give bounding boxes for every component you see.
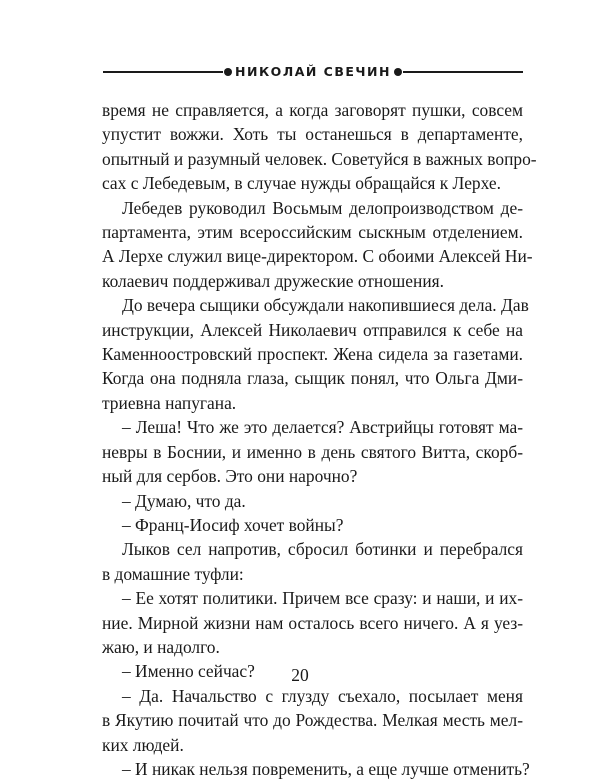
text-line: в Якутию почитай что до Рождества. Мелкая месть мел- <box>102 710 523 731</box>
text-line: – Леша! Что же это делается? Австрийцы готовят ма- <box>122 417 523 438</box>
text-line: инструкции, Алексей Николаевич отправился к себе на <box>102 319 523 340</box>
text-line: партамента, этим всероссийским сыскным отделением. <box>102 222 523 243</box>
text-line: ких людей. <box>102 734 184 755</box>
text-line: Когда она подняла глаза, сыщик понял, что Ольга Дми- <box>102 368 523 389</box>
text-line: время не справляется, а когда заговорят пушки, совсем <box>102 100 523 120</box>
header-rule-right <box>403 71 523 73</box>
header-bullet-right <box>394 68 402 76</box>
text-line: Лебедев руководил Восьмым делопроизводством де- <box>122 197 523 218</box>
text-line: в домашние туфли: <box>102 563 244 584</box>
text-line: невры в Боснии, и именно в день святого Витта, скорб- <box>102 441 523 462</box>
text-line: Каменноостровский проспект. Жена сидела за газетами. <box>102 344 523 365</box>
text-line: – Думаю, что да. <box>122 490 246 511</box>
text-line: До вечера сыщики обсуждали накопившиеся дела. Дав <box>122 295 529 316</box>
text-line: – И никак нельзя повременить, а еще лучше отменить? <box>122 758 530 779</box>
text-line: ние. Мирной жизни нам осталось всего ничего. А я уез- <box>102 612 523 633</box>
text-line: Лыков сел напротив, сбросил ботинки и перебрался <box>122 539 523 560</box>
text-line: жаю, и надолго. <box>102 636 220 657</box>
text-line: – Да. Начальство с глузду съехало, посылает меня <box>122 685 523 706</box>
text-line: А Лерхе служил вице-директором. С обоими Алексей Ни- <box>102 246 533 267</box>
text-line: – Франц-Иосиф хочет войны? <box>122 514 344 535</box>
text-line: – Ее хотят политики. Причем все сразу: и наши, и их- <box>122 588 523 609</box>
text-line: триевна напугана. <box>102 392 237 413</box>
text-line: – Именно сейчас? <box>122 661 255 682</box>
text-line: колаевич поддерживал дружеские отношения. <box>102 270 444 291</box>
running-header-title: НИКОЛАЙ СВЕЧИН <box>235 64 391 79</box>
text-line: ный для сербов. Это они нарочно? <box>102 466 358 487</box>
text-line: сах с Лебедевым, в случае нужды обращайся к Лерхе. <box>102 173 501 194</box>
text-line: опытный и разумный человек. Советуйся в важных вопро- <box>102 148 537 169</box>
header-rule-left <box>103 71 223 73</box>
text-line: упустит вожжи. Хоть ты останешься в департаменте, <box>102 124 523 145</box>
header-bullet-left <box>224 68 232 76</box>
running-header <box>103 61 523 83</box>
page-number: 20 <box>291 665 309 685</box>
